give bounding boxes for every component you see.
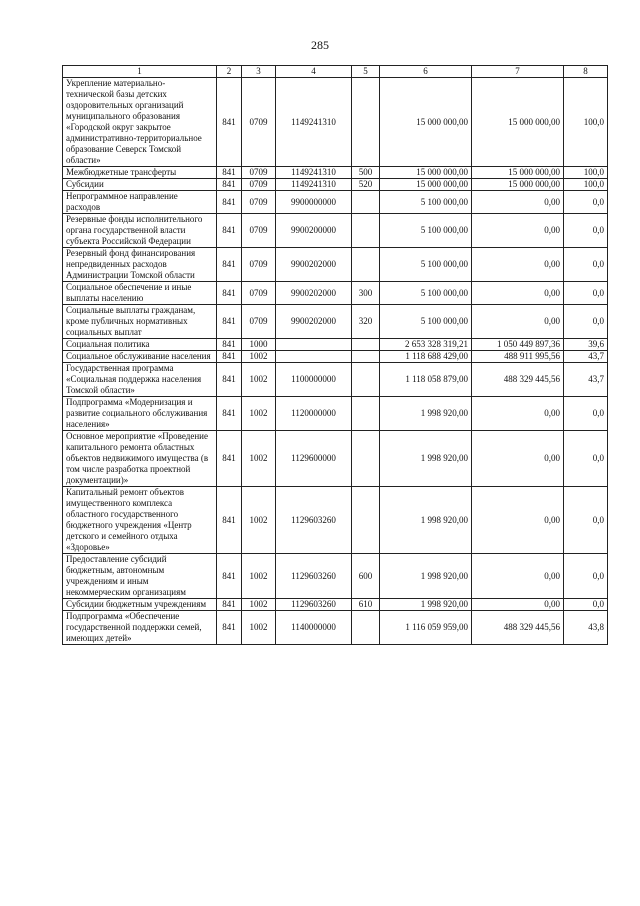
target-article-cell	[276, 339, 352, 351]
expense-type-cell	[352, 611, 380, 645]
header-cell-7: 7	[472, 66, 564, 78]
executed-amount-cell: 0,00	[472, 248, 564, 282]
section-code-cell: 0709	[242, 191, 276, 214]
executed-amount-cell: 0,00	[472, 487, 564, 554]
target-article-cell: 9900000000	[276, 191, 352, 214]
row-name-cell: Подпрограмма «Обеспечение государственной поддержки семей, имеющих детей»	[63, 611, 217, 645]
approved-amount-cell: 15 000 000,00	[380, 78, 472, 167]
approved-amount-cell: 1 998 920,00	[380, 554, 472, 599]
target-article-cell: 9900200000	[276, 214, 352, 248]
expense-type-cell	[352, 78, 380, 167]
section-code-cell: 0709	[242, 214, 276, 248]
row-name-cell: Резервный фонд финансирования непредвиденных расходов Администрации Томской области	[63, 248, 217, 282]
table-row	[63, 397, 608, 431]
executed-amount-cell: 0,00	[472, 397, 564, 431]
section-code-cell: 0709	[242, 179, 276, 191]
admin-code-cell: 841	[217, 363, 242, 397]
table-row	[63, 599, 608, 611]
approved-amount-cell: 5 100 000,00	[380, 248, 472, 282]
target-article-cell: 9900202000	[276, 282, 352, 305]
row-name-cell: Непрограммное направление расходов	[63, 191, 217, 214]
admin-code-cell: 841	[217, 431, 242, 487]
target-article-cell: 1149241310	[276, 179, 352, 191]
section-code-cell: 1002	[242, 599, 276, 611]
row-name-cell: Социальные выплаты гражданам, кроме публичных нормативных социальных выплат	[63, 305, 217, 339]
percent-cell: 100,0	[564, 179, 608, 191]
approved-amount-cell: 1 998 920,00	[380, 599, 472, 611]
percent-cell: 0,0	[564, 214, 608, 248]
table-row	[63, 339, 608, 351]
expense-type-cell: 320	[352, 305, 380, 339]
header-cell-5: 5	[352, 66, 380, 78]
approved-amount-cell: 1 118 688 429,00	[380, 351, 472, 363]
table-row	[63, 351, 608, 363]
admin-code-cell: 841	[217, 282, 242, 305]
admin-code-cell: 841	[217, 214, 242, 248]
percent-cell: 0,0	[564, 431, 608, 487]
row-name-cell: Подпрограмма «Модернизация и развитие социального обслуживания населения»	[63, 397, 217, 431]
section-code-cell: 0709	[242, 248, 276, 282]
target-article-cell: 1140000000	[276, 611, 352, 645]
percent-cell: 0,0	[564, 282, 608, 305]
approved-amount-cell: 5 100 000,00	[380, 305, 472, 339]
section-code-cell: 1002	[242, 431, 276, 487]
table-row	[63, 167, 608, 179]
expense-type-cell	[352, 363, 380, 397]
row-name-cell: Социальное обслуживание населения	[63, 351, 217, 363]
target-article-cell: 1149241310	[276, 78, 352, 167]
row-name-cell: Основное мероприятие «Проведение капитального ремонта областных объектов недвижимого имущества (в том числе разработка проектной документации)»	[63, 431, 217, 487]
header-cell-3: 3	[242, 66, 276, 78]
page-number: 285	[311, 38, 329, 52]
table-row	[63, 611, 608, 645]
section-code-cell: 1002	[242, 611, 276, 645]
admin-code-cell: 841	[217, 397, 242, 431]
admin-code-cell: 841	[217, 554, 242, 599]
percent-cell: 100,0	[564, 167, 608, 179]
table-row	[63, 248, 608, 282]
executed-amount-cell: 0,00	[472, 305, 564, 339]
row-name-cell: Предоставление субсидий бюджетным, автономным учреждениям и иным некоммерческим организациям	[63, 554, 217, 599]
target-article-cell: 9900202000	[276, 305, 352, 339]
percent-cell: 0,0	[564, 248, 608, 282]
target-article-cell: 1129603260	[276, 599, 352, 611]
header-cell-1: 1	[63, 66, 217, 78]
header-cell-6: 6	[380, 66, 472, 78]
executed-amount-cell: 488 911 995,56	[472, 351, 564, 363]
approved-amount-cell: 1 118 058 879,00	[380, 363, 472, 397]
table-row	[63, 191, 608, 214]
target-article-cell	[276, 351, 352, 363]
target-article-cell: 1120000000	[276, 397, 352, 431]
approved-amount-cell: 5 100 000,00	[380, 282, 472, 305]
approved-amount-cell: 1 998 920,00	[380, 431, 472, 487]
expense-type-cell	[352, 351, 380, 363]
admin-code-cell: 841	[217, 191, 242, 214]
percent-cell: 43,8	[564, 611, 608, 645]
row-name-cell: Укрепление материально-технической базы детских оздоровительных организаций муниципального образования «Городской округ закрытое административно-территориальное образование Северск Томской области»	[63, 78, 217, 167]
section-code-cell: 0709	[242, 78, 276, 167]
approved-amount-cell: 1 998 920,00	[380, 487, 472, 554]
header-cell-8: 8	[564, 66, 608, 78]
percent-cell: 0,0	[564, 305, 608, 339]
expense-type-cell	[352, 214, 380, 248]
percent-cell: 0,0	[564, 397, 608, 431]
expense-type-cell	[352, 487, 380, 554]
executed-amount-cell: 0,00	[472, 282, 564, 305]
table-row	[63, 363, 608, 397]
row-name-cell: Резервные фонды исполнительного органа государственной власти субъекта Российской Федерации	[63, 214, 217, 248]
admin-code-cell: 841	[217, 179, 242, 191]
section-code-cell: 1000	[242, 339, 276, 351]
executed-amount-cell: 0,00	[472, 214, 564, 248]
table-body	[63, 78, 608, 645]
executed-amount-cell: 15 000 000,00	[472, 179, 564, 191]
expense-type-cell: 300	[352, 282, 380, 305]
admin-code-cell: 841	[217, 339, 242, 351]
target-article-cell: 1129603260	[276, 554, 352, 599]
percent-cell: 39,6	[564, 339, 608, 351]
table-row	[63, 78, 608, 167]
admin-code-cell: 841	[217, 351, 242, 363]
percent-cell: 0,0	[564, 487, 608, 554]
expense-type-cell	[352, 397, 380, 431]
row-name-cell: Социальная политика	[63, 339, 217, 351]
section-code-cell: 1002	[242, 397, 276, 431]
expense-type-cell	[352, 339, 380, 351]
target-article-cell: 1100000000	[276, 363, 352, 397]
percent-cell: 43,7	[564, 363, 608, 397]
section-code-cell: 0709	[242, 167, 276, 179]
admin-code-cell: 841	[217, 167, 242, 179]
approved-amount-cell: 2 653 328 319,21	[380, 339, 472, 351]
row-name-cell: Субсидии	[63, 179, 217, 191]
expense-type-cell	[352, 248, 380, 282]
section-code-cell: 1002	[242, 487, 276, 554]
approved-amount-cell: 15 000 000,00	[380, 179, 472, 191]
approved-amount-cell: 5 100 000,00	[380, 191, 472, 214]
row-name-cell: Социальное обеспечение и иные выплаты населению	[63, 282, 217, 305]
admin-code-cell: 841	[217, 599, 242, 611]
section-code-cell: 1002	[242, 363, 276, 397]
row-name-cell: Межбюджетные трансферты	[63, 167, 217, 179]
header-cell-2: 2	[217, 66, 242, 78]
expense-type-cell: 610	[352, 599, 380, 611]
percent-cell: 0,0	[564, 599, 608, 611]
expense-type-cell	[352, 191, 380, 214]
target-article-cell: 9900202000	[276, 248, 352, 282]
percent-cell: 0,0	[564, 191, 608, 214]
admin-code-cell: 841	[217, 611, 242, 645]
expense-type-cell: 520	[352, 179, 380, 191]
percent-cell: 43,7	[564, 351, 608, 363]
section-code-cell: 1002	[242, 351, 276, 363]
table-row	[63, 179, 608, 191]
section-code-cell: 0709	[242, 305, 276, 339]
table-row	[63, 431, 608, 487]
admin-code-cell: 841	[217, 487, 242, 554]
header-cell-4: 4	[276, 66, 352, 78]
percent-cell: 100,0	[564, 78, 608, 167]
target-article-cell: 1149241310	[276, 167, 352, 179]
target-article-cell: 1129600000	[276, 431, 352, 487]
executed-amount-cell: 0,00	[472, 554, 564, 599]
executed-amount-cell: 488 329 445,56	[472, 611, 564, 645]
expense-type-cell: 600	[352, 554, 380, 599]
table-row	[63, 305, 608, 339]
approved-amount-cell: 5 100 000,00	[380, 214, 472, 248]
section-code-cell: 0709	[242, 282, 276, 305]
executed-amount-cell: 15 000 000,00	[472, 167, 564, 179]
approved-amount-cell: 15 000 000,00	[380, 167, 472, 179]
row-name-cell: Субсидии бюджетным учреждениям	[63, 599, 217, 611]
target-article-cell: 1129603260	[276, 487, 352, 554]
table-row	[63, 282, 608, 305]
budget-table	[62, 65, 608, 645]
table-row	[63, 487, 608, 554]
expense-type-cell	[352, 431, 380, 487]
row-name-cell: Капитальный ремонт объектов имущественного комплекса областного государственного бюджетного учреждения «Центр детского и семейного отдыха «Здоровье»	[63, 487, 217, 554]
table-row	[63, 554, 608, 599]
admin-code-cell: 841	[217, 305, 242, 339]
section-code-cell: 1002	[242, 554, 276, 599]
table-row	[63, 214, 608, 248]
approved-amount-cell: 1 116 059 959,00	[380, 611, 472, 645]
executed-amount-cell: 15 000 000,00	[472, 78, 564, 167]
header-row	[63, 66, 608, 78]
approved-amount-cell: 1 998 920,00	[380, 397, 472, 431]
executed-amount-cell: 0,00	[472, 191, 564, 214]
executed-amount-cell: 0,00	[472, 599, 564, 611]
executed-amount-cell: 0,00	[472, 431, 564, 487]
expense-type-cell: 500	[352, 167, 380, 179]
executed-amount-cell: 1 050 449 897,36	[472, 339, 564, 351]
row-name-cell: Государственная программа «Социальная поддержка населения Томской области»	[63, 363, 217, 397]
percent-cell: 0,0	[564, 554, 608, 599]
admin-code-cell: 841	[217, 248, 242, 282]
executed-amount-cell: 488 329 445,56	[472, 363, 564, 397]
admin-code-cell: 841	[217, 78, 242, 167]
